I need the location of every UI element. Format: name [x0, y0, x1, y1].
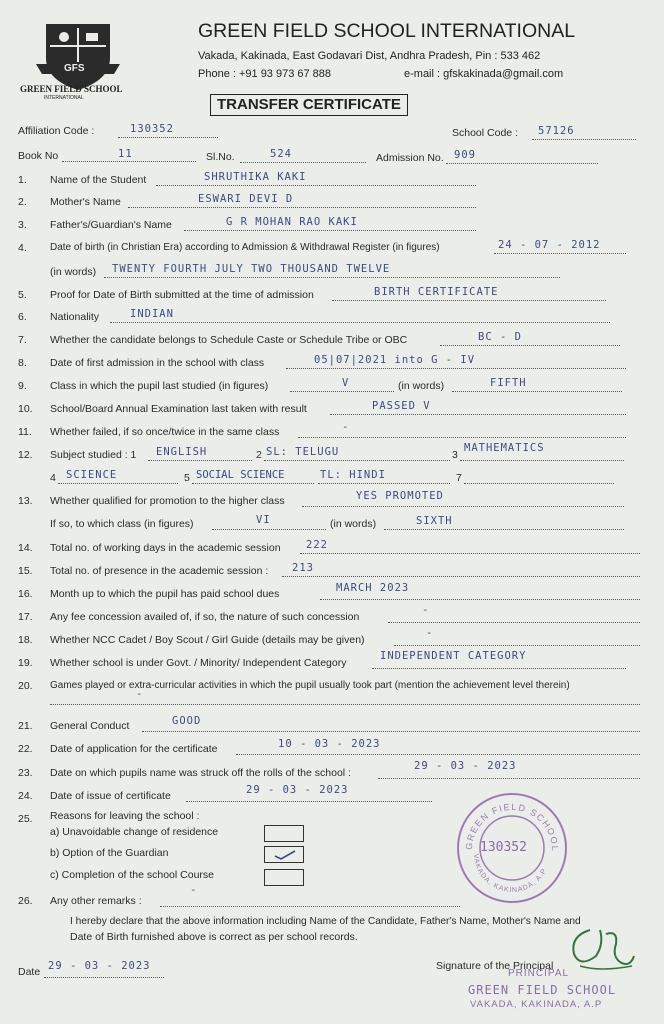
- row-number: 12.: [18, 449, 33, 461]
- father-name-label: Father's/Guardian's Name: [50, 219, 172, 231]
- mother-name-label: Mother's Name: [50, 196, 121, 208]
- row-number: 3.: [18, 219, 27, 231]
- remarks-value: -: [190, 884, 198, 896]
- row-number: 23.: [18, 767, 33, 779]
- concession-value: -: [422, 604, 430, 616]
- father-name-value: G R MOHAN RAO KAKI: [226, 216, 358, 228]
- conduct-label: General Conduct: [50, 720, 130, 732]
- reasons-label: Reasons for leaving the school :: [50, 810, 200, 822]
- subject-4: SCIENCE: [66, 469, 118, 481]
- subjects-label: Subject studied : 1: [50, 449, 137, 461]
- last-class-label: Class in which the pupil last studied (in figures): [50, 380, 269, 392]
- principal-signature: [560, 916, 640, 976]
- row-number: 25.: [18, 813, 33, 825]
- caste-label: Whether the candidate belongs to Schedule Caste or Schedule Tribe or OBC: [50, 334, 408, 346]
- row-number: 1.: [18, 174, 27, 186]
- games-label: Games played or extra-curricular activities in which the pupil usually took part (mention the achievement level therein): [50, 680, 570, 691]
- stamp-school: GREEN FIELD SCHOOL: [468, 983, 617, 997]
- failed-label: Whether failed, if so once/twice in the same class: [50, 426, 280, 438]
- working-days-label: Total no. of working days in the academic session: [50, 542, 281, 554]
- row-number: 4.: [18, 242, 27, 254]
- caste-value: BC - D: [478, 331, 522, 343]
- last-class-words-value: FIFTH: [490, 377, 527, 389]
- first-admission-value: 05|07|2021 into G - IV: [314, 354, 476, 366]
- row-number: 9.: [18, 380, 27, 392]
- row-number: 5.: [18, 289, 27, 301]
- mother-name-value: ESWARI DEVI D: [198, 193, 294, 205]
- svg-text:VAKADA, KAKINADA, A.P: [472, 854, 549, 894]
- struck-off-label: Date on which pupils name was struck off the rolls of the school :: [50, 767, 351, 779]
- category-value: INDEPENDENT CATEGORY: [380, 650, 527, 662]
- row-number: 24.: [18, 790, 33, 802]
- dues-label: Month up to which the pupil has paid school dues: [50, 588, 280, 600]
- row-number: 22.: [18, 743, 33, 755]
- declaration-line-2: Date of Birth furnished above is correct as per school records.: [70, 931, 358, 943]
- stamp-place: VAKADA, KAKINADA, A.P: [470, 999, 603, 1010]
- failed-value: -: [342, 421, 350, 433]
- sl-value: 524: [270, 148, 292, 160]
- subject-2: SL: TELUGU: [266, 446, 340, 458]
- school-name: GREEN FIELD SCHOOL INTERNATIONAL: [198, 20, 576, 42]
- last-class-words-label: (in words): [398, 380, 445, 392]
- working-days-value: 222: [306, 539, 328, 551]
- promoted-class-value: VI: [256, 514, 271, 526]
- subject-3-num: 3: [452, 449, 458, 461]
- row-number: 14.: [18, 542, 33, 554]
- logo-caption: GREEN FIELD SCHOOL: [20, 84, 123, 94]
- reason-a-label: a) Unavoidable change of residence: [50, 826, 219, 838]
- promoted-class-words-value: SIXTH: [416, 515, 453, 527]
- page-title: [210, 94, 408, 116]
- application-date-label: Date of application for the certificate: [50, 743, 218, 755]
- dob-label: Date of birth (in Christian Era) according to Admission & Withdrawal Register (in figures): [50, 242, 440, 253]
- application-date-value: 10 - 03 - 2023: [278, 738, 381, 750]
- subject-5-num: 5: [184, 472, 190, 484]
- book-value: 11: [118, 148, 133, 160]
- subject-5: SOCIAL SCIENCE: [196, 469, 285, 481]
- row-number: 7.: [18, 334, 27, 346]
- admission-value: 909: [454, 149, 476, 161]
- subject-7-num: 7: [456, 472, 462, 484]
- row-number: 11.: [18, 426, 32, 438]
- subject-6: TL: HINDI: [320, 469, 386, 481]
- subject-4-num: 4: [50, 472, 56, 484]
- reason-b-label: b) Option of the Guardian: [50, 847, 169, 859]
- promoted-class-words-label: (in words): [330, 518, 377, 530]
- conduct-value: GOOD: [172, 715, 202, 727]
- school-seal: [454, 792, 570, 904]
- dob-value: 24 - 07 - 2012: [498, 239, 601, 251]
- school-email: e-mail : gfskakinada@gmail.com: [404, 68, 564, 80]
- row-number: 18.: [18, 634, 33, 646]
- affiliation-label: Affiliation Code :: [18, 125, 95, 137]
- row-number: 19.: [18, 657, 33, 669]
- presence-label: Total no. of presence in the academic session :: [50, 565, 269, 577]
- subject-2-num: 2: [256, 449, 262, 461]
- subject-3: MATHEMATICS: [464, 442, 545, 454]
- promotion-label: Whether qualified for promotion to the higher class: [50, 495, 285, 507]
- signature-icon: [560, 916, 640, 976]
- page-title-text: TRANSFER CERTIFICATE: [217, 96, 401, 113]
- last-class-value: V: [342, 377, 350, 389]
- reason-c-checkbox[interactable]: [264, 869, 304, 886]
- nationality-label: Nationality: [50, 311, 100, 323]
- seal-top-text: GREEN FIELD SCHOOL: [463, 801, 561, 853]
- category-label: Whether school is under Govt. / Minority/ Independent Category: [50, 657, 347, 669]
- promotion-value: YES PROMOTED: [356, 490, 444, 502]
- school-code-value: 57126: [538, 125, 575, 137]
- reason-a-checkbox[interactable]: [264, 825, 304, 842]
- exam-label: School/Board Annual Examination last taken with result: [50, 403, 307, 415]
- checkmark-icon: [265, 847, 303, 862]
- row-number: 26.: [18, 895, 33, 907]
- ncc-value: -: [426, 627, 434, 639]
- promoted-class-label: If so, to which class (in figures): [50, 518, 194, 530]
- signature-label: Signature of the Principal: [436, 960, 554, 972]
- row-number: 10.: [18, 403, 33, 415]
- issue-date-label: Date of issue of certificate: [50, 790, 171, 802]
- nationality-value: INDIAN: [130, 308, 174, 320]
- student-name-label: Name of the Student: [50, 174, 147, 186]
- dob-proof-value: BIRTH CERTIFICATE: [374, 286, 499, 298]
- sl-label: Sl.No.: [206, 151, 235, 163]
- dues-value: MARCH 2023: [336, 582, 410, 594]
- declaration-line-1: I hereby declare that the above information including Name of the Candidate, Father's Name, Mother's Name and: [70, 916, 581, 927]
- row-number: 2.: [18, 196, 27, 208]
- stamp-principal: PRINCIPAL: [508, 968, 570, 979]
- struck-off-value: 29 - 03 - 2023: [414, 760, 517, 772]
- issue-date-value: 29 - 03 - 2023: [246, 784, 349, 796]
- subject-1: ENGLISH: [156, 446, 208, 458]
- school-address: Vakada, Kakinada, East Godavari Dist, Andhra Pradesh, Pin : 533 462: [198, 50, 541, 62]
- first-admission-label: Date of first admission in the school with class: [50, 357, 265, 369]
- reason-c-label: c) Completion of the school Course: [50, 869, 214, 881]
- school-phone: Phone : +91 93 973 67 888: [198, 68, 332, 80]
- dob-words-value: TWENTY FOURTH JULY TWO THOUSAND TWELVE: [112, 263, 391, 275]
- logo-text: GFS: [64, 63, 85, 74]
- book-label: Book No: [18, 150, 59, 162]
- exam-value: PASSED V: [372, 400, 431, 412]
- date-label: Date: [18, 966, 41, 978]
- row-number: 16.: [18, 588, 33, 600]
- row-number: 6.: [18, 311, 27, 323]
- row-number: 15.: [18, 565, 33, 577]
- school-code-label: School Code :: [452, 127, 518, 139]
- dob-proof-label: Proof for Date of Birth submitted at the time of admission: [50, 289, 314, 301]
- school-logo: [20, 18, 128, 101]
- row-number: 8.: [18, 357, 27, 369]
- games-value: -: [136, 688, 144, 700]
- row-number: 20.: [18, 680, 33, 692]
- date-value: 29 - 03 - 2023: [48, 960, 151, 972]
- ncc-label: Whether NCC Cadet / Boy Scout / Girl Guide (details may be given): [50, 634, 365, 646]
- admission-label: Admission No.: [376, 152, 444, 164]
- logo-sub: INTERNATIONAL: [44, 95, 84, 101]
- row-number: 17.: [18, 611, 33, 623]
- seal-bottom-text: VAKADA, KAKINADA, A.P: [471, 853, 549, 895]
- dob-words-label: (in words): [50, 266, 97, 278]
- presence-value: 213: [292, 562, 314, 574]
- remarks-label: Any other remarks :: [50, 895, 142, 907]
- row-number: 21.: [18, 720, 33, 732]
- seal-number: 130352: [480, 840, 527, 855]
- student-name-value: SHRUTHIKA KAKI: [204, 171, 307, 183]
- affiliation-value: 130352: [130, 123, 174, 135]
- reason-b-checkbox[interactable]: [264, 846, 304, 863]
- concession-label: Any fee concession availed of, if so, the nature of such concession: [50, 611, 360, 623]
- row-number: 13.: [18, 495, 33, 507]
